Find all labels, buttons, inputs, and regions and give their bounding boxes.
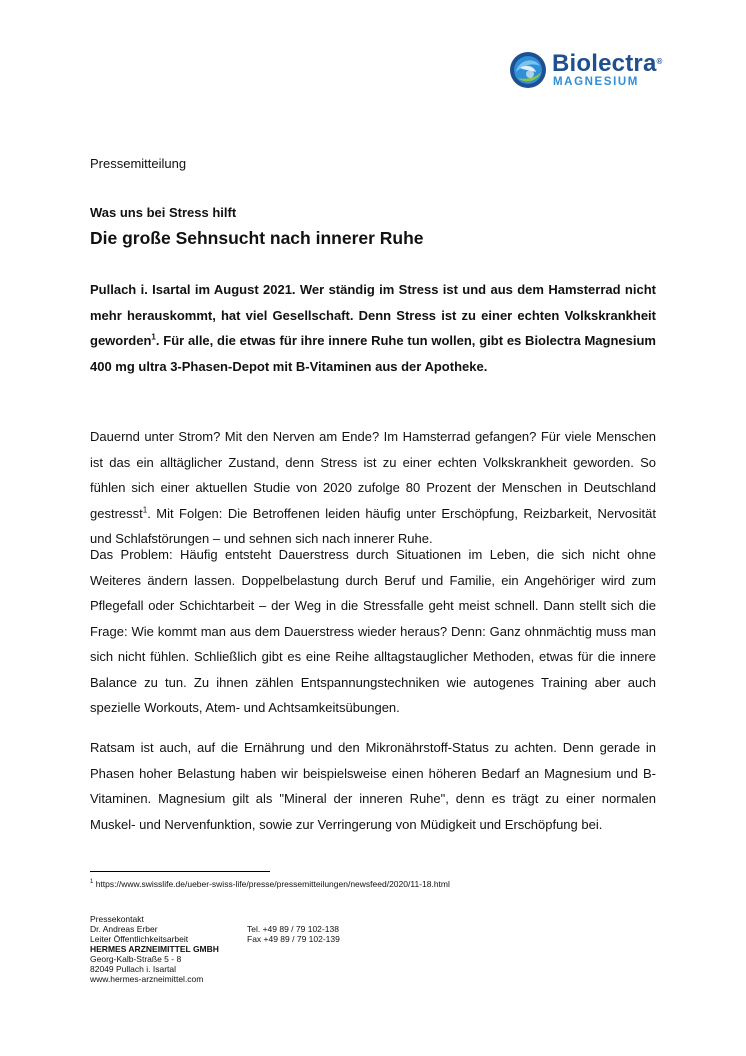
- body-paragraph-3: Ratsam ist auch, auf die Ernährung und den Mikronährstoff-Status zu achten. Denn gerade in Phasen hoher Belastung haben wir beispielsweise einen höheren Bedarf an Magnesium und B-Vitaminen. Magnesium gilt als "Mineral der inneren Ruhe", denn es trägt zu einer normalen Muskel- und Nervenfunktion, sowie zur Verringerung von Müdigkeit und Erschöpfung bei.: [90, 740, 656, 832]
- logo-brand-name: Biolectra®: [552, 50, 663, 77]
- lead-paragraph: Pullach i. Isartal im August 2021. Wer ständig im Stress ist und aus dem Hamsterrad nicht mehr herauskommt, hat viel Gesellschaft. Denn Stress ist zu einer echten Volkskrankheit geworden$^1$. Für alle, die etwas für ihre innere Ruhe tun wollen, gibt es Biolectra Magnesium 400 mg ultra 3-Phasen-Depot mit B-Vitaminen aus der Apotheke.: [90, 282, 656, 374]
- contact-city: 82049 Pullach i. Isartal: [90, 964, 176, 974]
- biolectra-swirl-logo-icon: [508, 50, 548, 90]
- footnote-divider: [90, 871, 270, 872]
- contact-fax: Fax +49 89 / 79 102-139: [247, 934, 340, 944]
- footnote-link[interactable]: https://www.swisslife.de/ueber-swiss-life/presse/pressemitteilungen/newsfeed/2020/11-18.html: [93, 879, 450, 889]
- footnote: $^1$ https://www.swisslife.de/ueber-swiss-life/presse/pressemitteilungen/newsfeed/2020/11-18.html: [90, 879, 450, 889]
- body-paragraph-2: Das Problem: Häufig entsteht Dauerstress durch Situationen im Leben, die sich nicht ohne Weiteres ändern lassen. Doppelbelastung durch Beruf und Familie, ein Angehöriger wird zum Pflegefall oder Schichtarbeit – der Weg in die Stressfalle geht meist schnell. Dann stellt sich die Frage: Wie kommt man aus dem Dauerstress wieder heraus? Denn: Ganz ohnmächtig muss man sich nicht fühlen. Schließlich gibt es eine Reihe alltagstauglicher Methoden, etwas für die innere Balance zu tun. Zu ihnen zählen Entspannungstechniken wie autogenes Training aber auch spezielle Workouts, Atem- und Achtsamkeitsübungen.: [90, 547, 656, 715]
- contact-street: Georg-Kalb-Straße 5 - 8: [90, 954, 182, 964]
- brand-logo: [508, 50, 678, 94]
- headline: Die große Sehnsucht nach innerer Ruhe: [90, 228, 424, 248]
- kicker: Was uns bei Stress hilft: [90, 205, 237, 220]
- contact-role: Leiter Öffentlichkeitsarbeit: [90, 934, 189, 944]
- body-paragraph-1: Dauernd unter Strom? Mit den Nerven am Ende? Im Hamsterrad gefangen? Für viele Menschen ist das ein alltäglicher Zustand, denn Stress ist zu einer echten Volkskrankheit geworden. So fühlen sich einer aktuellen Studie von 2020 zufolge 80 Prozent der Menschen in Deutschland gestresst$^1$. Mit Folgen: Die Betroffenen leiden häufig unter Erschöpfung, Reizbarkeit, Nervosität und Schlafstörungen – und sehnen sich nach innerer Ruhe.: [90, 429, 656, 546]
- contact-website-link[interactable]: www.hermes-arzneimittel.com: [90, 974, 204, 984]
- logo-subline: MAGNESIUM: [553, 76, 639, 88]
- footnote-ref: 1: [151, 332, 156, 342]
- contact-name: Dr. Andreas Erber: [90, 924, 158, 934]
- company-name: HERMES ARZNEIMITTEL GMBH: [90, 944, 219, 954]
- press-contact: [90, 914, 340, 984]
- document-type-label: Pressemitteilung: [90, 156, 187, 171]
- footnote-ref: 1: [142, 505, 148, 515]
- contact-phone: Tel. +49 89 / 79 102-138: [247, 924, 339, 934]
- contact-heading: Pressekontakt: [90, 914, 144, 924]
